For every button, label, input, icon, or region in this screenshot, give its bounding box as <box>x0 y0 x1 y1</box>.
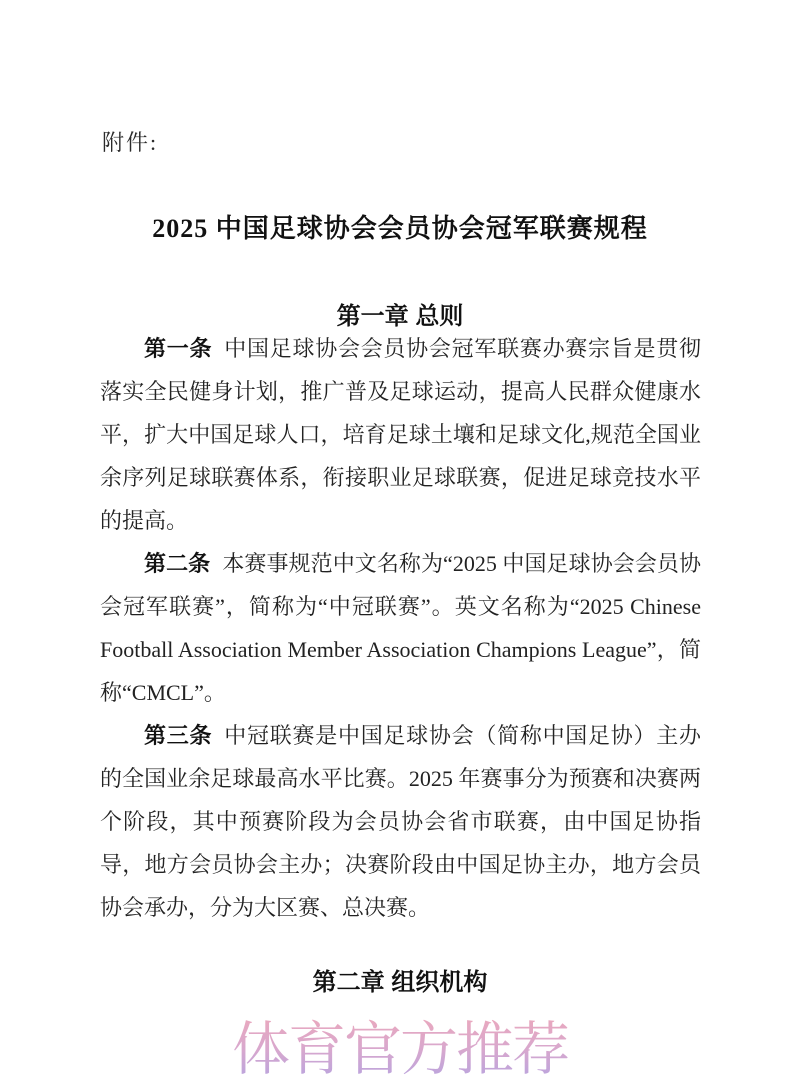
attachment-label: 附件: <box>102 130 159 155</box>
article-3-paragraph <box>100 714 701 929</box>
article-2-label: 第二条 <box>144 551 211 576</box>
article-3-label: 第三条 <box>144 723 213 748</box>
chapter-2-heading: 第二章 组织机构 <box>312 969 488 996</box>
article-2-paragraph <box>100 542 701 714</box>
article-1-text: 中国足球协会会员协会冠军联赛办赛宗旨是贯彻落实全民健身计划，推广普及足球运动，提高人民群众健康水平，扩大中国足球人口，培育足球土壤和足球文化,规范全国业余序列足球联赛体系，衔接职业足球联赛，促进足球竞技水平的提高。 <box>100 336 701 533</box>
watermark-text: 体育官方推荐 <box>0 1002 800 1078</box>
article-2-text: 本赛事规范中文名称为“2025 中国足球协会会员协会冠军联赛”，简称为“中冠联赛”。英文名称为“2025 Chinese Football Association Member Association Champions League”，简称“CMCL”。 <box>100 551 701 705</box>
article-1-paragraph <box>100 327 701 542</box>
article-3-text: 中冠联赛是中国足球协会（简称中国足协）主办的全国业余足球最高水平比赛。2025 年赛事分为预赛和决赛两个阶段，其中预赛阶段为会员协会省市联赛，由中国足协指导，地方会员协会主办；决赛阶段由中国足协主办，地方会员协会承办，分为大区赛、总决赛。 <box>100 723 701 920</box>
chapter-1-heading: 第一章 总则 <box>336 303 464 330</box>
article-1-label: 第一条 <box>144 336 213 361</box>
document-title: 2025 中国足球协会会员协会冠军联赛规程 <box>152 214 648 243</box>
document-body <box>100 327 701 929</box>
